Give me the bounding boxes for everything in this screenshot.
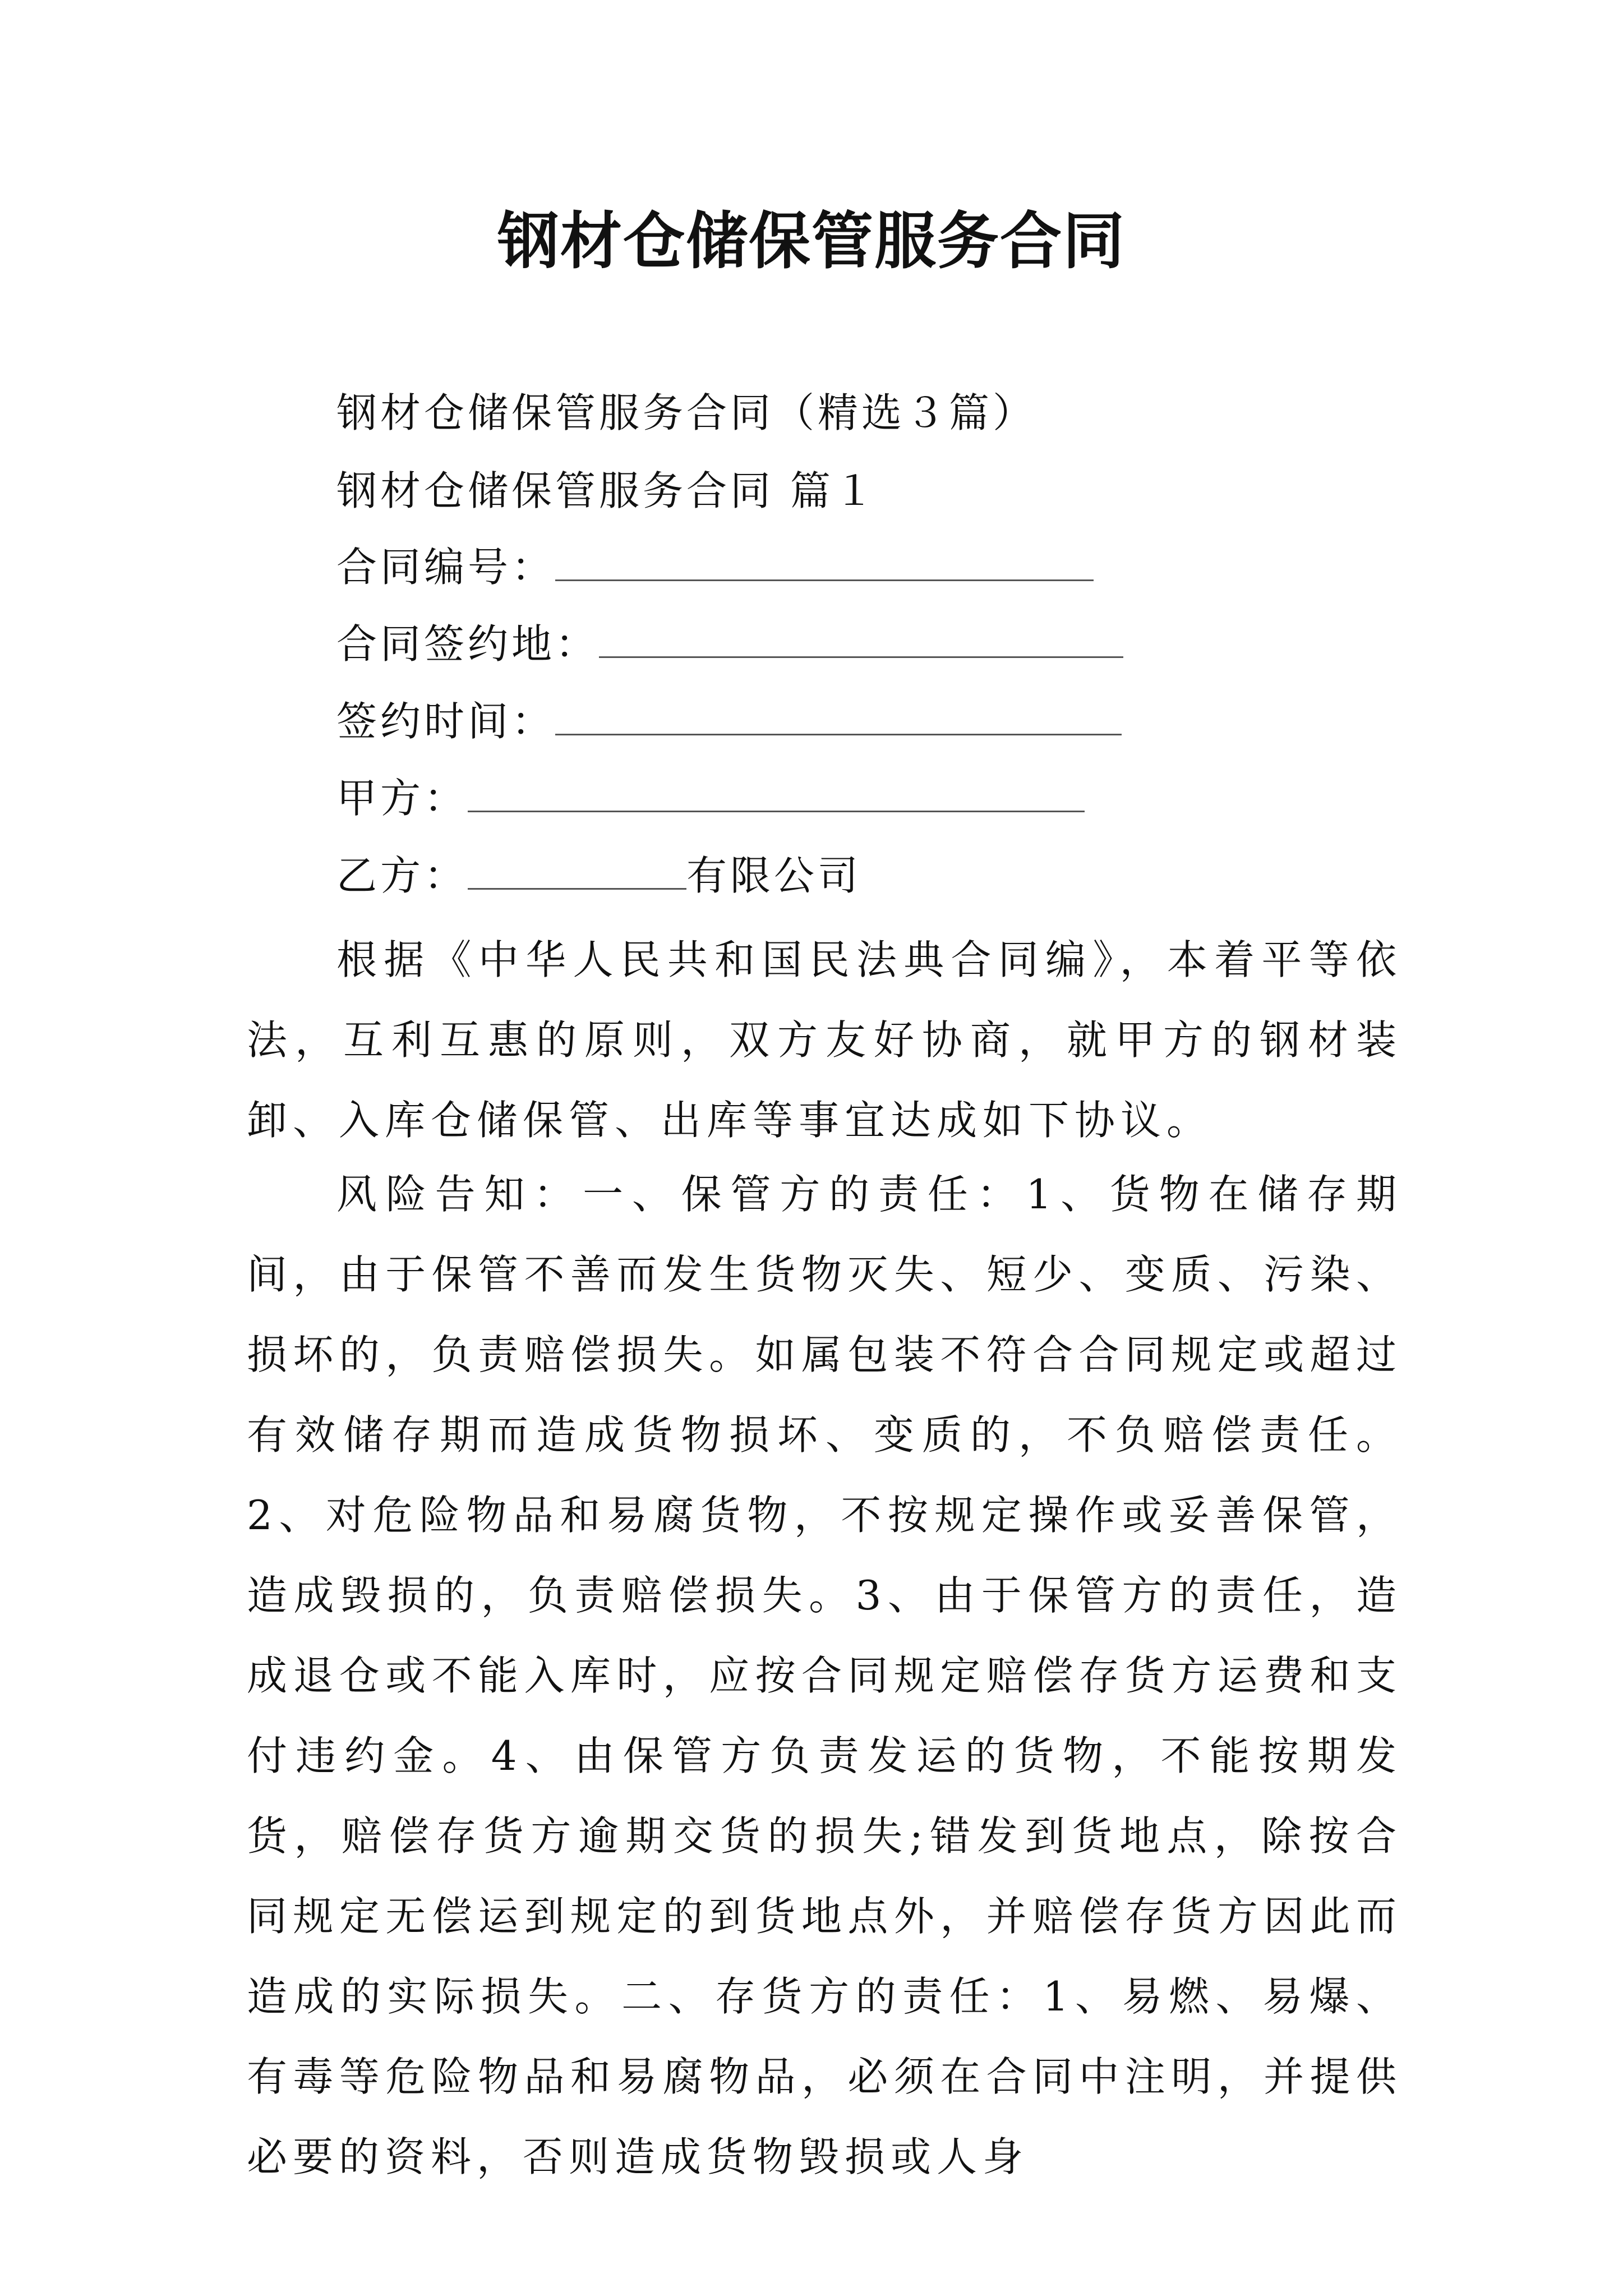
signing-time-row — [336, 693, 1122, 749]
signing-time-blank — [555, 694, 1122, 735]
subtitle: 钢材仓储保管服务合同（精选３篇） — [336, 389, 1037, 436]
risk-notice-paragraph: 风险告知：一、保管方的责任：1、货物在储存期间，由于保管不善而发生货物灭失、短少、变质、污染、损坏的，负责赔偿损失。如属包装不符合合同规定或超过有效储存期而造成货物损坏、变质的，不负赔偿责任。2、对危险物品和易腐货物，不按规定操作或妥善保管，造成毁损的，负责赔偿损失。3、由于保管方的责任，造成退仓或不能入库时，应按合同规定赔偿存货方运费和支付违约金。4、由保管方负责发运的货物，不能按期发货，赔偿存货方逾期交货的损失;错发到货地点，除按合同规定无偿运到规定的到货地点外，并赔偿存货方因此而造成的实际损失。二、存货方的责任：1、易燃、易爆、有毒等危险物品和易腐物品，必须在合同中注明，并提供必要的资料，否则造成货物毁损或人身 — [247, 1171, 1402, 2180]
signing-time-label: 签约时间： — [336, 698, 556, 745]
document-title: 钢材仓储保管服务合同 — [497, 205, 1126, 277]
party-b-suffix: 有限公司 — [686, 852, 862, 899]
section-heading: 钢材仓储保管服务合同 篇１ — [336, 467, 878, 514]
party-b-blank — [468, 849, 686, 890]
party-a-row — [336, 770, 1085, 826]
signing-place-blank — [599, 617, 1123, 658]
signing-place-label: 合同签约地： — [336, 620, 600, 668]
party-b-label: 乙方： — [336, 852, 468, 899]
party-b-row — [336, 848, 861, 904]
contract-number-blank — [555, 540, 1094, 581]
party-a-label: 甲方： — [336, 775, 468, 822]
intro-paragraph: 根据《中华人民共和国民法典合同编》，本着平等依法，互利互惠的原则，双方友好协商，就甲方的钢材装卸、入库仓储保管、出库等事宜达成如下协议。 — [247, 936, 1402, 1144]
party-a-blank — [468, 771, 1085, 812]
contract-number-label: 合同编号： — [336, 544, 556, 591]
signing-place-row — [336, 616, 1123, 672]
contract-number-row — [336, 539, 1094, 595]
